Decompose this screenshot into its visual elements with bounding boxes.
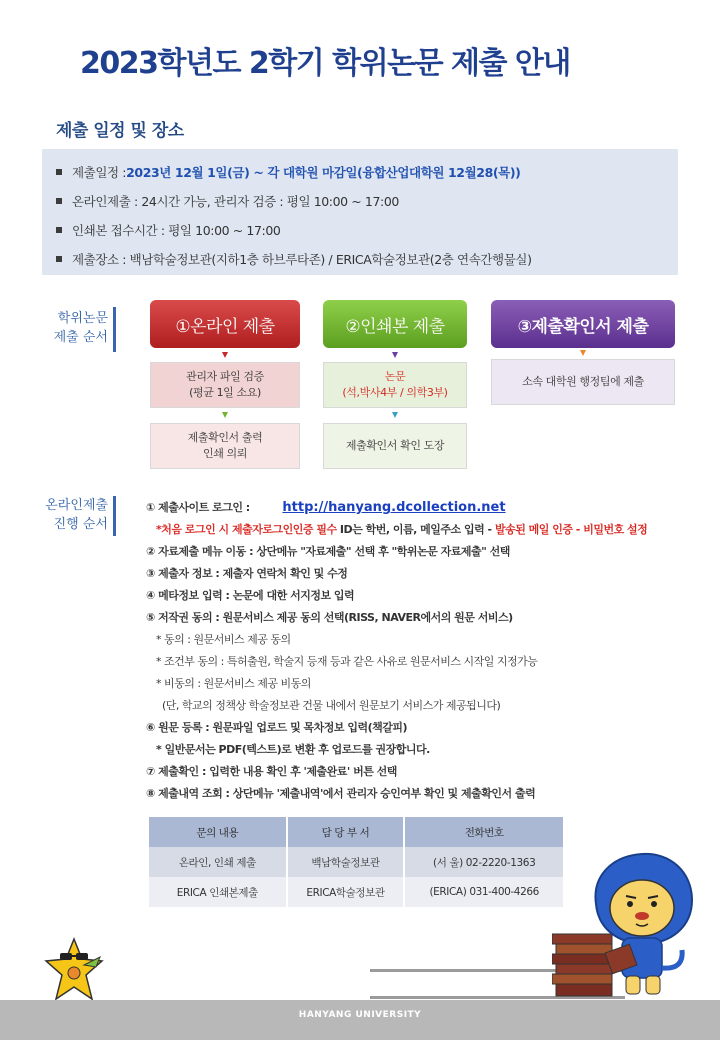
process-step: ⑤ 저작권 동의 : 원문서비스 제공 동의 선택(RISS, NAVER에서의 원문 서비스)	[146, 611, 513, 624]
table-cell: ERICA 인쇄본제출	[149, 877, 287, 907]
process-step: ⑥ 원문 등록 : 원문파일 업로드 및 목차정보 입력(책갈피)	[146, 721, 408, 734]
process-step: ③ 제출자 정보 : 제출자 연락처 확인 및 수정	[146, 567, 348, 580]
arrow-down-icon	[580, 350, 586, 356]
bullet-icon	[56, 256, 62, 262]
step3-office-box: 소속 대학원 행정팀에 제출	[491, 359, 675, 405]
process-substep: * 조건부 동의 : 특허출원, 학술지 등재 등과 같은 사유로 원문서비스 시작일 지정가능	[156, 655, 538, 668]
table-header: 전화번호	[404, 817, 564, 847]
order-section-bar	[113, 307, 116, 352]
schedule-place-text: 제출장소 : 백남학술정보관(지하1층 하브루타존) / ERICA학술정보관(2층 연속간행물실)	[72, 251, 532, 267]
process-substep: * 동의 : 원문서비스 제공 동의	[156, 633, 291, 646]
schedule-online-text: 온라인제출 : 24시간 가능, 관리자 검증 : 평일 10:00 ~ 17:00	[72, 193, 399, 209]
process-section-label: 온라인제출 진행 순서	[45, 498, 108, 532]
process-substep: * 일반문서는 PDF(텍스트)로 변환 후 업로드를 권장합니다.	[156, 743, 430, 756]
process-step: ⑦ 제출확인 : 입력한 내용 확인 후 '제출완료' 버튼 선택	[146, 765, 397, 778]
step-certificate-submit: ③제출확인서 제출	[491, 300, 675, 348]
schedule-item	[56, 244, 678, 273]
table-cell: ERICA학술정보관	[287, 877, 405, 907]
schedule-date-label: 제출일정 :	[72, 164, 127, 180]
process-section-bar	[113, 496, 116, 536]
arrow-down-icon	[222, 352, 228, 358]
table-cell: (서 울) 02-2220-1363	[404, 847, 564, 877]
step-print-submit: ②인쇄본 제출	[323, 300, 467, 348]
table-header: 문의 내용	[149, 817, 287, 847]
schedule-item	[56, 186, 678, 215]
step1-verify-box: 관리자 파일 검증 (평균 1일 소요)	[150, 362, 300, 408]
step2-stamp-box: 제출확인서 확인 도장	[323, 423, 467, 469]
footer-bar	[0, 1000, 720, 1040]
arrow-down-icon	[222, 412, 228, 418]
step2-thesis-box: 논문 (석,박사4부 / 의학3부)	[323, 362, 467, 408]
table-cell: 온라인, 인쇄 제출	[149, 847, 287, 877]
schedule-item	[56, 157, 678, 186]
schedule-print-text: 인쇄본 접수시간 : 평일 10:00 ~ 17:00	[72, 222, 281, 238]
bullet-icon	[56, 227, 62, 233]
mascot-sunglasses-icon	[44, 935, 104, 1003]
table-header: 담 당 부 서	[287, 817, 405, 847]
bullet-icon	[56, 198, 62, 204]
step1-print-box: 제출확인서 출력 인쇄 의뢰	[150, 423, 300, 469]
contact-table	[149, 817, 565, 907]
page-title: 2023학년도 2학기 학위논문 제출 안내	[80, 46, 570, 81]
process-step: ⑧ 제출내역 조회 : 상단메뉴 '제출내역'에서 관리자 승인여부 확인 및 제출확인서 출력	[146, 787, 536, 800]
schedule-info-box	[42, 149, 678, 275]
footer-university-name: HANYANG UNIVERSITY	[298, 1010, 422, 1020]
process-step-1: ① 제출사이트 로그인 : http://hanyang.dcollection.net	[146, 500, 506, 515]
schedule-item	[56, 215, 678, 244]
table-row	[149, 847, 564, 877]
schedule-date-value: 2023년 12월 1일(금) ~ 각 대학원 마감일(융합산업대학원 12월28(목))	[126, 164, 521, 180]
table-row	[149, 877, 564, 907]
order-section-label: 학위논문 제출 순서	[53, 311, 108, 345]
process-step: ④ 메타정보 입력 : 논문에 대한 서지정보 입력	[146, 589, 355, 602]
arrow-down-icon	[392, 412, 398, 418]
process-step: ② 자료제출 메뉴 이동 : 상단메뉴 "자료제출" 선택 후 "학위논문 자료제출" 선택	[146, 545, 510, 558]
step-online-submit: ①온라인 제출	[150, 300, 300, 348]
table-cell: (ERICA) 031-400-4266	[404, 877, 564, 907]
arrow-down-icon	[392, 352, 398, 358]
lion-mascot-icon	[552, 850, 712, 1000]
process-login-note: *처음 로그인 시 제출자로그인인증 필수 ID는 학번, 이름, 메일주소 입력 - 발송된 메일 인증 - 비밀번호 설정	[156, 523, 648, 536]
bullet-icon	[56, 169, 62, 175]
table-header-row	[149, 817, 564, 847]
dcollection-link[interactable]: http://hanyang.dcollection.net	[282, 500, 506, 515]
process-substep: * 비동의 : 원문서비스 제공 비동의	[156, 677, 311, 690]
process-substep: (단, 학교의 정책상 학술정보관 건물 내에서 원문보기 서비스가 제공됩니다)	[162, 699, 501, 712]
schedule-heading: 제출 일정 및 장소	[56, 121, 184, 141]
table-cell: 백남학술정보관	[287, 847, 405, 877]
